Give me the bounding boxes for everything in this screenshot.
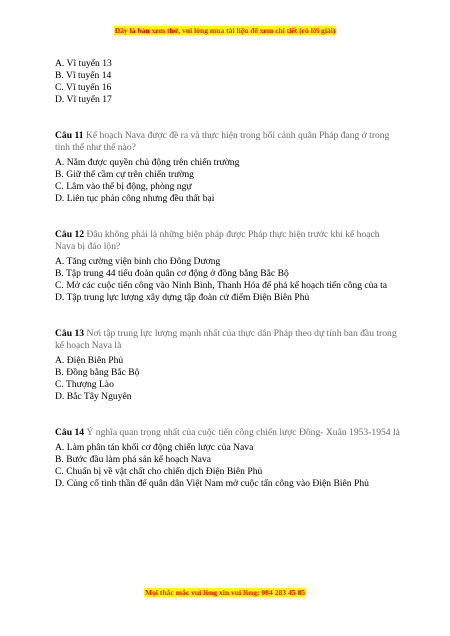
option-b: B. Giữ thế cầm cự trên chiến trường bbox=[55, 169, 194, 180]
option-d: D. Củng cố tinh thần để quân dân Việt Nam mở cuộc tấn công vào Điện Biên Phủ bbox=[55, 478, 369, 489]
option-b: B. Bước đầu làm phá sản kế hoạch Nava bbox=[55, 454, 211, 465]
question-title bbox=[55, 328, 400, 352]
option-b: B. Vĩ tuyến 14 bbox=[55, 70, 112, 81]
question-11 bbox=[55, 130, 400, 205]
question-number: Câu 12 bbox=[55, 229, 85, 240]
question-text: Ý nghĩa quan trọng nhất của cuộc tiến công chiến lược Đông- Xuân 1953-1954 là bbox=[86, 427, 400, 438]
option-c: C. Mở các cuộc tiến công vào Ninh Bình, Thanh Hóa để phá kế hoạch tiến công của ta bbox=[55, 280, 388, 291]
question-number: Câu 11 bbox=[55, 130, 84, 141]
option-a: A. Tăng cường viện binh cho Đông Dương bbox=[55, 256, 221, 267]
question-text: Đâu không phải là những biện pháp được Pháp thực hiện trước khi kế hoạch Nava bị đảo lộn? bbox=[55, 229, 380, 252]
question-title bbox=[55, 130, 400, 154]
footer-notice: Mọi thắc mắc vui lòng xin vui lòng: 084 283 45 85 bbox=[144, 588, 306, 597]
question-title bbox=[55, 427, 400, 439]
question-13 bbox=[55, 328, 400, 403]
question-text: Nơi tập trung lực lượng mạnh nhất của thực dân Pháp theo dự tính ban đầu trong kế hoạch Nava là bbox=[55, 328, 397, 351]
option-a: A. Vĩ tuyến 13 bbox=[55, 58, 112, 69]
header-notice: Đây là bản xem thử, vui lòng mua tài liệu để xem chi tiết (có lời giải) bbox=[114, 26, 336, 35]
option-d: D. Vĩ tuyến 17 bbox=[55, 94, 112, 105]
question-14 bbox=[55, 427, 400, 490]
option-b: B. Đồng bằng Bắc Bộ bbox=[55, 367, 140, 378]
question-12 bbox=[55, 229, 400, 304]
option-d: D. Liên tục phản công nhưng đều thất bại bbox=[55, 193, 215, 204]
question-number: Câu 13 bbox=[55, 328, 85, 339]
option-a: A. Nắm được quyền chủ động trên chiến trường bbox=[55, 157, 240, 168]
question-number: Câu 14 bbox=[55, 427, 85, 438]
option-a: A. Làm phân tán khối cơ động chiến lược của Nava bbox=[55, 442, 254, 453]
question-title bbox=[55, 229, 400, 253]
question-text: Kế hoạch Nava được đề ra và thực hiện trong bối cảnh quân Pháp đang ở trong tình thế như thế nào? bbox=[55, 130, 390, 153]
option-d: D. Tập trung lực lượng xây dựng tập đoàn cứ điểm Điện Biên Phủ bbox=[55, 292, 310, 303]
option-b: B. Tập trung 44 tiểu đoàn quân cơ động ở đồng bằng Bắc Bộ bbox=[55, 268, 289, 279]
option-c: C. Thượng Lào bbox=[55, 379, 114, 390]
option-c: C. Vĩ tuyến 16 bbox=[55, 82, 112, 93]
document-body bbox=[55, 58, 400, 490]
continued-options bbox=[55, 58, 400, 106]
option-c: C. Lâm vào thế bị động, phòng ngự bbox=[55, 181, 192, 192]
option-d: D. Bắc Tây Nguyên bbox=[55, 391, 132, 402]
option-c: C. Chuẩn bị về vật chất cho chiến dịch Điện Biên Phủ bbox=[55, 466, 263, 477]
option-a: A. Điện Biên Phủ bbox=[55, 355, 124, 366]
